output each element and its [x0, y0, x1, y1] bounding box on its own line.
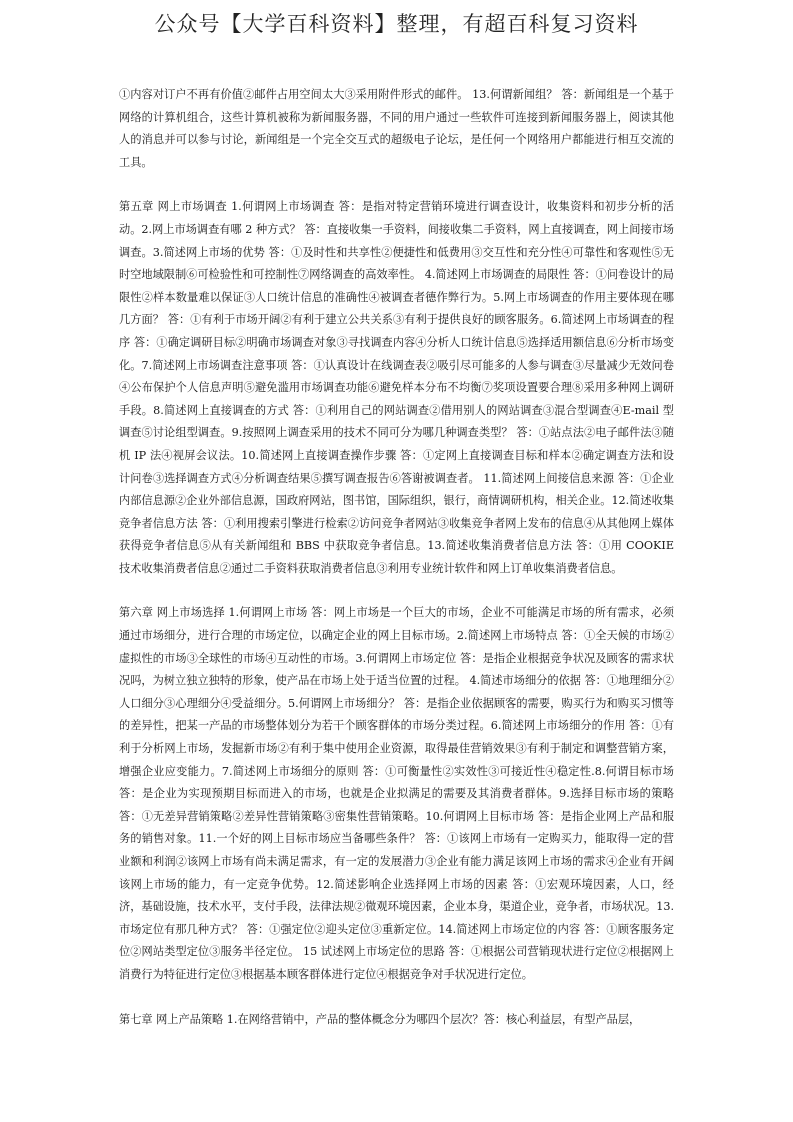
paragraph-chapter7: 第七章 网上产品策略 1.在网络营销中，产品的整体概念分为哪四个层次？答：核心利益层，有型产品层，: [119, 1012, 641, 1026]
document-body: [119, 84, 674, 1031]
paragraph-gap: [119, 987, 674, 1009]
paragraph-chapter5: 第五章 网上市场调查 1.何谓网上市场调查 答：是指对特定营销环境进行调查设计，收集资料和初步分析的活动。2.网上市场调查有哪 2 种方式？ 答：直接收集一手资料，间接收集二手资料，网上直接调查，网上间接市场调查。3.简述网上市场的优势 答：①及时性和共享性②便捷性和低费用③交互性和充分性④可靠性和客观性⑤无时空地域限制⑥可检验性和可控制性⑦网络调查的高效率性。 4.简述网上市场调查的局限性 答：①问卷设计的局限性②样本数量难以保证③人口统计信息的准确性④被调查者德作弊行为。5.网上市场调查的作用主要体现在哪几方面？ 答：①有利于市场开阔②有利于建立公共关系③有利于提供良好的顾客服务。6.简述网上市场调查的程序 答：①确定调研目标②明确市场调查对象③寻找调查内容④分析人口统计信息⑤选择适用额信息⑥分析市场变化。7.简述网上市场调查注意事项 答：①认真设计在线调查表②吸引尽可能多的人参与调查③尽量减少无效问卷④公布保护个人信息声明⑤避免滥用市场调查功能⑥避免样本分布不均衡⑦奖项设置要合理⑧采用多种网上调研手段。8.简述网上直接调查的方式 答：①利用自己的网站调查②借用别人的网站调查③混合型调查④E-mail 型调查⑤讨论组型调查。9.按照网上调查采用的技术不同可分为哪几种调查类型？ 答：①站点法②电子邮件法③随机 IP 法④视屏会议法。10.简述网上直接调查操作步骤 答：①定网上直接调查目标和样本②确定调查方法和设计问卷③选择调查方式④分析调查结果⑤撰写调查报告⑥答谢被调查者。 11.简述网上间接信息来源 答：①企业内部信息源②企业外部信息源，国政府网站，图书馆，国际组织，银行，商情调研机构，相关企业。12.简述收集竞争者信息方法 答：①利用搜索引擎进行检索②访问竞争者网站③收集竞争者网上发布的信息④从其他网上媒体获得竞争者信息⑤从有关新闻组和 BBS 中获取竞争者信息。13.简述收集消费者信息方法 答：①用 COOKIE 技术收集消费者信息②通过二手资料获取消费者信息③利用专业统计软件和网上订单收集消费者信息。: [119, 200, 674, 575]
paragraph-gap: [119, 580, 674, 602]
paragraph-gap: [119, 174, 674, 196]
page-header: 公众号【大学百科资料】整理，有超百科复习资料: [154, 12, 639, 36]
paragraph-chapter4-end: ①内容对订户不再有价值②邮件占用空间太大③采用附件形式的邮件。 13.何谓新闻组？ 答：新闻组是一个基于网络的计算机组合，这些计算机被称为新闻服务器，不同的用户通过一些软件可连接到新闻服务器上，阅读其他人的消息并可以参与讨论，新闻组是一个完全交互式的超级电子论坛，是任何一个网络用户都能进行相互交流的工具。: [119, 88, 674, 169]
paragraph-chapter6: 第六章 网上市场选择 1.何谓网上市场 答：网上市场是一个巨大的市场，企业不可能满足市场的所有需求，必须通过市场细分，进行合理的市场定位，以确定企业的网上目标市场。2.简述网上市场特点 答：①全天候的市场②虚拟性的市场③全球性的市场④互动性的市场。3.何谓网上市场定位 答：是指企业根据竞争状况及顾客的需求状况吗，为树立独立独特的形象，使产品在市场上处于适当位置的过程。 4.简述市场细分的依据 答：①地理细分②人口细分③心理细分④受益细分。5.何谓网上市场细分？ 答：是指企业依据顾客的需要，购买行为和购买习惯等的差异性，把某一产品的市场整体划分为若干个顾客群体的市场分类过程。6.简述网上市场细分的作用 答：①有利于分析网上市场，发掘新市场②有利于集中使用企业资源，取得最佳营销效果③有利于制定和调整营销方案，增强企业应变能力。7.简述网上市场细分的原则 答：①可衡量性②实效性③可接近性④稳定性.8.何谓目标市场 答：是企业为实现预期目标而进入的市场，也就是企业拟满足的需要及其消费者群体。9.选择目标市场的策略 答：①无差异营销策略②差异性营销策略③密集性营销策略。10.何谓网上目标市场 答：是指企业网上产品和服务的销售对象。11.一个好的网上目标市场应当备哪些条件？ 答：①该网上市场有一定购买力，能取得一定的营业额和利润②该网上市场有尚未满足需求，有一定的发展潜力③企业有能力满足该网上市场的需求④企业有开阔该网上市场的能力，有一定竞争优势。12.简述影响企业选择网上市场的因素 答：①宏观环境因素，人口，经济，基础设施，技术水平，支付手段，法律法规②微观环境因素，企业本身，渠道企业，竞争者，市场状况。13.市场定位有那几种方式？ 答：①强定位②迎头定位③重新定位。14.简述网上市场定位的内容 答：①顾客服务定位②网站类型定位③服务半径定位。 15 试述网上市场定位的思路 答：①根据公司营销现状进行定位②根据网上消费行为特征进行定位③根据基本顾客群体进行定位④根据竞争对手状况进行定位。: [119, 606, 674, 981]
